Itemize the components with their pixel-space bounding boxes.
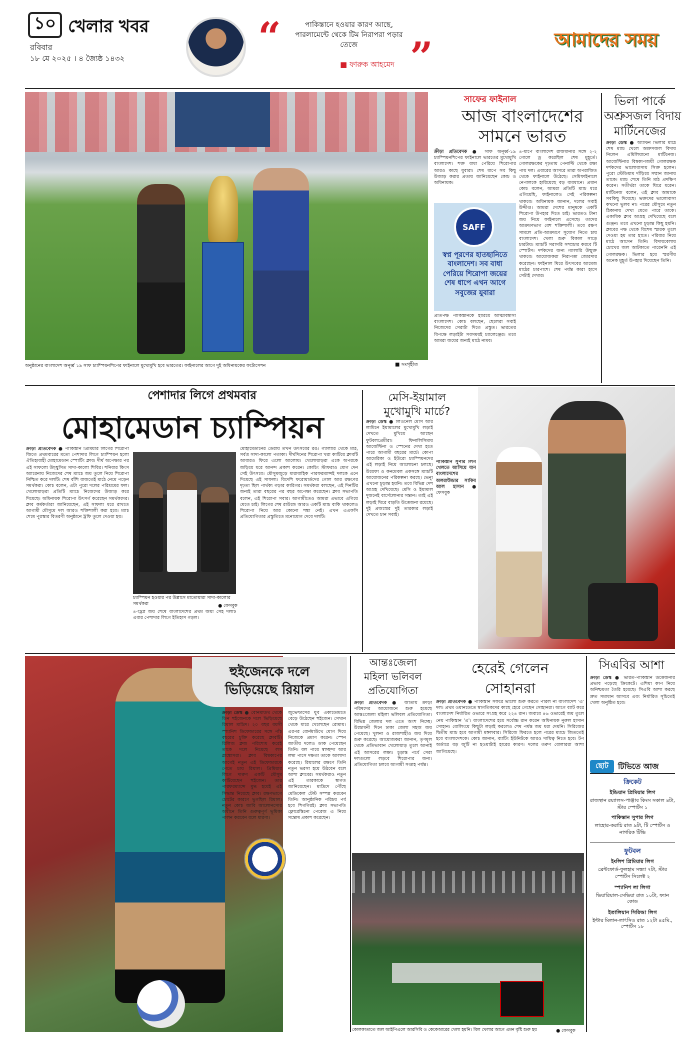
saff-headline-2: সামনে ভারত (478, 127, 567, 147)
women-headline-1: আন্তঃজেলা (369, 658, 417, 669)
saff-villa-divider (601, 93, 602, 383)
messi-body-col-1: ক্রীড়া ডেস্ক ● লিওনেল মেসি আর লামিনে ইয়ামালের মুখোমুখি লড়াই দেখতে মুখিয়ে আছেন ফুটবলপ্রেমীরা। ফিনালিসিমায় আর্জেন্টিনা ও স্পেনের দেখা হতে পারে আগামী বছরের মার্চে। কোপা আমেরিকা ও ইউরো চ্যাম্পিয়নদের এই লড়াই নিয়ে আলোচনা চলছে। উয়েফা ও কনমেবল একসঙ্গে ম্যাচটি আয়োজনের পরিকল্পনা করছে। ভেন্যু এখনো চূড়ান্ত হয়নি। তবে বিভিন্ন দেশ আগ্রহ দেখিয়েছে। মেসি ও ইয়ামাল দুজনেই বার্সেলোনার সন্তান। তাই এই লড়াই ঘিরে বাড়তি উত্তেজনা রয়েছে। দুই প্রজন্মের দুই তারকার লড়াই দেখতে চান সবাই। (366, 420, 433, 519)
villa-body: ক্রীড়া ডেস্ক ● অ্যাস্টন ভিলার মাঠে শেষ ম্যাচ খেলে অশ্রুসজল বিদায় নিলেন এমিলিয়ানো মার্টিনেজ। আর্জেন্টিনার বিশ্বকাপজয়ী গোলরক্ষক দর্শকদের ভালোবাসায় সিক্ত হলেন। পুরো স্টেডিয়াম দাঁড়িয়ে সম্মান জানায় তাকে। ম্যাচ শেষে তিনি মাঠ প্রদক্ষিণ করেন। সতীর্থরা তাকে ঘিরে ধরেন। মার্টিনেজ বলেন, এই ক্লাব আমাকে সবকিছু দিয়েছে। ভক্তদের ভালোবাসা কখনো ভুলব না। পরের মৌসুমে নতুন ঠিকানায় দেখা যেতে পারে তাকে। একাধিক ক্লাব আগ্রহ দেখিয়েছে বলে গুঞ্জন। তবে এখনো চূড়ান্ত কিছু হয়নি। ক্লাবের পক্ষ থেকে বিশেষ স্মারক তুলে দেওয়া হয় তার হাতে। পরিবার নিয়ে মাঠে আসেন তিনি। বিদায়বেলায় চোখের জল আটকাতে পারেননি এই গোলরক্ষক। ভিলার হয়ে স্মরণীয় অনেক মুহূর্ত উপহার দিয়েছেন তিনি। (606, 141, 676, 264)
schedule-list (590, 777, 675, 1032)
saff-body-col-2: ৪-ধাপে বাংলাদেশ রাজধানীর সঙ্গে ২-২ গোলে ড্র করেছিল শেষ মুহূর্তে। গোলরক্ষকের দৃঢ়তায় পেনাল্টি থেকে রক্ষা পায় দল। এবারের আসরে তারা অপরাজিত থেকে ফাইনালে উঠেছে। সেমিফাইনালে নেপালকে হারিয়েছে বড় ব্যবধানে। প্রধান কোচ বলেন, আমরা প্রতিটি ম্যাচ ধরে এগিয়েছি, ফাইনালেও সেই পরিকল্পনা থাকবে। অধিনায়ক জানান, দলের সবাই উদ্দীপ্ত। আমরা দেশের মানুষকে একটি শিরোপা উপহার দিতে চাই। ভারতও টানা জয় নিয়ে ফাইনালে এসেছে। তাদের আক্রমণভাগ বেশ শক্তিশালী। তবে রক্ষণ সামলে প্রতি-আক্রমণে সুযোগ নিতে চায় বাংলাদেশ। খেলা শুরু বিকাল সাড়ে চারটায়। ম্যাচটি সরাসরি সম্প্রচার করবে টি স্পোর্টস। দর্শকদের জন্য গ্যালারি উন্মুক্ত থাকবে। আয়োজকরা নিরাপত্তা জোরদার করেছেন। ফাইনাল ঘিরে উৎসবের আমেজ মাঠের চারপাশে। শেষ পর্যন্ত কারা হাসে সেটাই দেখার। (519, 150, 597, 280)
saff-highlight-text: স্বপ্ন পূরণের হাতছানিতে বাংলাদেশ। সব বাধা পেরিয়ে শিরোপা জয়ের শেষ ধাপে এখন আগে সবুজের যুবারা (442, 251, 508, 297)
date-label: ১৮ মে ২০২৫ । ৪ জ্যৈষ্ঠ ১৪৩২ (30, 54, 125, 63)
mohammedan-photo (133, 452, 236, 594)
author-photo (186, 17, 246, 77)
messi-headline-1: মেসি-ইয়ামাল (388, 391, 446, 404)
huijsen-player (115, 668, 225, 1003)
schedule-event: স্প্যানিশ লা লিগা (614, 884, 651, 891)
women-headline-3: প্রতিযোগিতা (367, 686, 419, 697)
page-number-box (28, 12, 62, 38)
quote-author: ■ ফারুক আহমেদ (340, 60, 395, 69)
real-madrid-crest (244, 838, 286, 880)
cbl-headline: সিএবির আশা (598, 658, 665, 672)
saff-body-col-1b: প্রতিপক্ষ পাকিস্তানকে হারিয়ে আত্মবিশ্বাসী বাংলাদেশ। কোচ বলছেন, ছেলেরা সবাই নিজেদের সেরাটা দিতে প্রস্তুত। ভারতের বিপক্ষে লড়াইটা সবসময়ই চ্যালেঞ্জের। তবে আমরা জয়ের জন্যই মাঠে নামব। (434, 314, 516, 344)
sohana-byline: ক্রীড়া প্রতিবেদক ● (436, 700, 473, 705)
shakib-photo (478, 387, 675, 649)
sohana-body: ক্রীড়া প্রতিবেদক ● পাকিস্তান সফরে ভালো শুরু করতে পারল না বাংলাদেশ 'এ' দল। প্রথম ওয়ানডেতে স্বাগতিকদের কাছে হেরে গেছেন সোহানরা। আগে ব্যাট করে বাংলাদেশ নির্ধারিত ওভারে সংগ্রহ করে ২২৪ রান। জবাবে ৪৬ ওভারেই জয় তুলে নেয় পাকিস্তান 'এ'। বাংলাদেশের হয়ে সর্বোচ্চ রান করেন অধিনায়ক নুরুল হাসান সোহান। বোলিংয়ে কিছুটা লড়াই করলেও শেষ পর্যন্ত জয় ধরা দেয়নি। সিরিজের দ্বিতীয় ম্যাচ হবে আগামী মঙ্গলবার। সিরিজে ফিরতে হলে পরের ম্যাচে জিততেই হবে বাংলাদেশকে। কোচ জানান, ব্যাটিং ইউনিটকে আরও দায়িত্ব নিতে হবে। টপ অর্ডারে বড় জুটি না হওয়াটাই হারের কারণ। দলের তরুণ বোলাররা আশা জাগিয়েছে। (436, 700, 584, 755)
saff-headline-1: আজ বাংলাদেশের (461, 107, 584, 127)
cbl-body: ক্রীড়া ডেস্ক ● ভারত-পাকিস্তান উত্তেজনার প্রভাব পড়েছে ক্রিকেটে। এশিয়া কাপ নিয়ে অনিশ্চয়তা তৈরি হয়েছে। সিএবি আশা করছে দ্রুত সমাধান আসবে এবং নির্ধারিত সূচিতেই খেলা অনুষ্ঠিত হবে। (590, 676, 675, 706)
sohana-photo-caption: কোলকাতাতে জল আইপিএলে আরসিবি ও কেকেআরের খেলা হয়নি। বিল খেলার আগে এমন বৃষ্টি শুরু হয় (352, 1028, 537, 1033)
schedule-event: পাকিস্তান সুপার লিগ (611, 815, 654, 822)
villa-byline: ক্রীড়া ডেস্ক ● (606, 141, 635, 146)
mohammedan-body-col-1: ক্রীড়া প্রতিবেদক ● পাকিস্তান প্রিমিয়ার লিগের শিরোপা জিতে প্রথমবারের মতো পেশাদার লিগে চ্যাম্পিয়ন হলো ঐতিহ্যবাহী মোহামেডান স্পোর্টিং ক্লাব। দীর্ঘ অপেক্ষার পর এই সাফল্যে উচ্ছ্বসিত সাদা-কালো শিবির। শনিবার কিংস অ্যারেনায় নিজেদের শেষ ম্যাচে জয় তুলে নিয়ে শিরোপা নিশ্চিত করে দলটি। শেষ বাঁশি বাজতেই মাঠে নেমে পড়েন সমর্থকরা। কোচ বলেন, এটা পুরো দলের পরিশ্রমের ফল। খেলোয়াড়রা প্রতিটি ম্যাচে নিজেদের উজাড় করে দিয়েছে। অধিনায়ক শিরোপা উৎসর্গ করেছেন সমর্থকদের। ক্লাব কর্মকর্তারা জানিয়েছেন, এই সাফল্য ধরে রাখতে আগামী মৌসুমে দল আরও শক্তিশালী করা হবে। ম্যাচ শেষে পুরস্কার বিতরণী অনুষ্ঠানে ট্রফি তুলে দেওয়া হয়। (26, 447, 129, 521)
day-label: রবিবার (30, 43, 53, 52)
messi-photo-caption-col (436, 460, 476, 620)
mohammedan-kicker: পেশাদার লিগে প্রথমবার (90, 387, 314, 406)
sohana-headline-2: সোহানরা (484, 681, 536, 697)
row1-bottom-rule (25, 385, 675, 386)
header-rule (25, 88, 675, 89)
women-body: ক্রীড়া প্রতিবেদক ● জাতীয় ক্রীড়া পরিষদের আয়োজনে শুরু হয়েছে আন্তঃজেলা মহিলা ভলিবল প্রতিযোগিতা। বিভিন্ন জেলার দল এতে অংশ নিচ্ছে। উদ্বোধনী দিনে ঢাকা জেলা সহজ জয় পেয়েছে। খুলনা ও রাজশাহীও জয় দিয়ে শুরু করেছে। আয়োজকরা জানান, তৃণমূল থেকে প্রতিভাবান খেলোয়াড় তুলে আনাই এই আসরের লক্ষ্য। চূড়ান্ত পর্বে সেরা দলগুলো লড়বে শিরোপার জন্য। প্রতিযোগিতা চলবে আগামী সপ্তাহ পর্যন্ত। (354, 701, 432, 769)
huijsen-women-divider (350, 656, 351, 1032)
schedule-detail: লাহোর-করাচি রাত ৯টা, টি স্পোর্টস ও নাগরিক টিভি (594, 823, 671, 836)
schedule-event: ইংলিশ প্রিমিয়ার লিগ (611, 859, 654, 866)
schedule-event: ইন্ডিয়ান প্রিমিয়ার লিগ (609, 790, 656, 796)
women-headline-2: মহিলা ভলিবল (364, 672, 422, 683)
mohammedan-fan-1 (139, 482, 163, 572)
mohammedan-messi-divider (362, 390, 363, 652)
messi-photo-credit: ● ফেসবুক (436, 484, 476, 497)
stadium-rain-photo (352, 853, 584, 1025)
mohammedan-headline: মোহামেডান চ্যাম্পিয়ন (61, 411, 324, 446)
schedule-event: ইতালিয়ান সিরিআ লিগ (608, 909, 657, 916)
schedule-header (590, 760, 675, 774)
quote-close-mark: ” (410, 34, 434, 81)
schedule-detail: রাজস্থান রয়্যালস-পাঞ্জাব কিংস সকাল ৪টা, স্টার স্পোর্টস ১ (590, 798, 675, 811)
pitch-covers (392, 963, 542, 983)
masthead-logo (536, 26, 676, 58)
villa-headline-1: ভিলা পার্কে (614, 94, 666, 108)
saff-logo-text: SAFF (462, 222, 486, 232)
main-photo (25, 92, 428, 360)
messi-byline: ক্রীড়া ডেস্ক ● (366, 420, 394, 425)
player-right (253, 168, 309, 354)
mohammedan-photo-caption: চ্যাম্পিয়ন হওয়ার পর উল্লাসে মাতোয়ারা সাদা-কালোর সমর্থকরা (133, 596, 231, 607)
stadium-screen (175, 92, 270, 147)
football (137, 980, 185, 1028)
schedule-detail: ভিয়ারিয়াল-সেভিয়া রাত ১০টা, ফ্যান কোড (595, 892, 670, 906)
saff-byline: ক্রীড়া প্রতিবেদক ● (434, 150, 480, 155)
saff-highlight-box (434, 203, 516, 311)
trophy-pedestal (202, 242, 244, 352)
mohammedan-photo-credit: ● ফেসবুক (218, 604, 238, 609)
mohammedan-fan-2 (167, 472, 197, 572)
row2-bottom-rule (25, 653, 675, 654)
section-title: খেলার খবর (68, 17, 149, 37)
messi-headline-2: মুখোমুখি মার্চে? (383, 405, 451, 418)
quote-open-mark: “ (258, 14, 282, 61)
schedule-title: টিভিতে আজ (618, 762, 659, 771)
schedule-detail: ব্রেন্টফোর্ড-ফুলহাম সন্ধ্যা ৭টা, স্টার স্পোর্টস সিলেক্ট ২ (597, 867, 668, 880)
huijsen-body-col-1: ক্রীড়া ডেস্ক ● বোর্নমাউথ থেকে ডিন হুইজেনকে দলে ভিড়িয়েছে রিয়াল মাদ্রিদ। ২০ বছর বয়সী স্প্যানিশ ডিফেন্ডারের সঙ্গে পাঁচ বছরের চুক্তি করেছে ক্লাবটি। রিলিজ ক্লজ পরিশোধ করেই তাকে দলে নিয়েছে লস ব্লাঙ্কোসরা। ক্লাব বিশ্বকাপের আগেই নতুন এই ডিফেন্ডারকে পেতে চায় রিয়াল। প্রিমিয়ার লিগে দারুণ একটি মৌসুম কাটিয়েছেন হুইজেন। তার পারফরম্যান্সে মুগ্ধ হয়েই এই সিদ্ধান্ত নিয়েছে ক্লাব। রক্ষণভাগে চোটের কারণে ভুগছিল রিয়াল। নতুন কোচ জাবি আলোনসোর অধীনে তিনি গুরুত্বপূর্ণ ভূমিকা পালন করবেন বলে ধারণা। (222, 711, 282, 822)
cbl-byline: ক্রীড়া ডেস্ক ● (590, 676, 621, 681)
mohammedan-fan-3 (201, 487, 229, 572)
schedule-sport-football: ফুটবল (590, 842, 675, 857)
villa-headline-2: অশ্রুসজল বিদায় (604, 109, 682, 123)
mohammedan-body-col-2: ৪-ট্রিপ্ল জয় শেষে বাংলাদেশের প্রথম জয়ী সেই দলটি এবার পেশাদার লিগে ইতিহাস গড়ল। (133, 610, 236, 622)
women-byline: ক্রীড়া প্রতিবেদক ● (354, 701, 400, 706)
sohana-photo-credit: ● ফেসবুক (556, 1029, 576, 1034)
messi-photo-caption: পাকিস্তান সুপার লিগ খেলতে আসিয়ে যান বাংলাদেশের অলরাউন্ডার সাকিব আল হাসান (436, 460, 476, 490)
huijsen-headline-2: ভিড়িয়েছে রিয়াল (225, 683, 314, 698)
sohana-headline-1: হেরেই গেলেন (471, 661, 549, 677)
villa-headline-3: মার্টিনেজের (614, 124, 666, 138)
luggage (588, 583, 658, 641)
mohammedan-body-col-3: মোহামেডানের ডেরায় তখন উৎসবের রঙ। গ্যালারি থেকে মাঠ, সর্বত্র সাদা-কালো পতাকা। দীর্ঘদিনের শিরোপা খরা কাটিয়ে ক্লাবটি আবারও ফিরে এলো আলোয়। খেলোয়াড়রা একে অপরকে জড়িয়ে ধরে আনন্দ প্রকাশ করেন। কোচিং স্টাফরাও যোগ দেন সেই উৎসবে। মৌসুমজুড়ে ধারাবাহিক পারফরম্যান্সই দলকে এনে দিয়েছে এই সাফল্য। বিদেশি ফরোয়ার্ডদের গোল আর রক্ষণের দৃঢ়তা ছিল পার্থক্য গড়ার কারিগর। সমর্থকরা বলছেন, এই দিনটির জন্যই তারা বছরের পর বছর অপেক্ষা করেছেন। ক্লাব সভাপতি বলেন, এই শিরোপা সবার। আগামীতেও আমরা এভাবে এগিয়ে যেতে চাই। লিগের শেষ রাউন্ডে আরও একটি ম্যাচ বাকি থাকলেও শিরোপা নিয়ে আর কোনো শঙ্কা নেই। এখন এএফসি প্রতিযোগিতার প্রস্তুতিতে মনোযোগ দেবে দলটি। (240, 447, 358, 521)
mohammedan-byline: ক্রীড়া প্রতিবেদক ● (26, 447, 63, 452)
saff-body-col-1: ক্রীড়া প্রতিবেদক ● সাফ অনূর্ধ্ব-১৯ চ্যাম্পিয়নশিপের ফাইনালে ভারতের মুখোমুখি বাংলাদেশ। শক্ত বাধা পেরিয়ে শিরোপার আরও কাছে যুবারা। শেষ ধাপে সব কিছু উজাড় করার প্রত্যয় জানিয়েছেন কোচ ও অধিনায়ক। (434, 150, 516, 187)
sohana-cbl-divider (586, 656, 587, 1032)
stadium-lights (352, 871, 584, 893)
schedule-sport-cricket: ক্রিকেট (623, 778, 642, 786)
masthead-text: আমাদের সময় (554, 29, 658, 51)
trophy (208, 176, 238, 242)
saff-kicker: সাফের ফাইনাল (464, 95, 517, 105)
schedule-tag: ছোট (590, 760, 614, 773)
main-photo-credit: ■ সংগৃহীত (395, 362, 418, 368)
other-player-figure (496, 447, 542, 637)
huijsen-body-col-2: জুভেন্টাসের যুব একাডেমিতে বেড়ে উঠেছেন হুইজেন। সেখান থেকে ধারে খেলেছেন রোমায়। এরপর বোর্নমাউথে যোগ দিয়ে নিজেকে প্রমাণ করেন। স্পেন জাতীয় দলেও ডাক পেয়েছেন তিনি। বল পায়ে স্বাচ্ছন্দ্য আর লম্বা পাসে দক্ষতা তাকে আলাদা করেছে। রিয়ালের রক্ষণে তিনি নতুন ভরসা হয়ে উঠবেন বলে আশা ক্লাবের। সমর্থকরাও নতুন এই তারকাকে স্বাগত জানিয়েছেন। মাদ্রিদে পৌঁছে মেডিকেল টেস্ট সম্পন্ন করবেন তিনি। আনুষ্ঠানিক পরিচয় পর্ব হবে শিগগিরই। ক্লাব সভাপতি ফ্লোরেন্তিনো পেরেজ এ নিয়ে সন্তোষ প্রকাশ করেছেন। (288, 711, 346, 822)
huijsen-headline-box (192, 657, 347, 707)
huijsen-byline: ক্রীড়া ডেস্ক ● (222, 711, 250, 716)
player-left (137, 184, 185, 354)
main-photo-caption: অনুষ্ঠানের বাংলাদেশ অনূর্ধ্ব ১৯ সাফ চ্যাম্পিয়নশিপের ফাইনালে মুখোমুখি হবে ভারতের। ফাইনালের আগে দুই অধিনায়কের ফটোসেশন (25, 364, 266, 369)
huijsen-headline-1: হুইজেনকে দলে (229, 665, 310, 680)
quote-text: পাকিস্তানে হওয়ার কারণ আছে, পারলামেন্টে থেকে টিম নিরাপরা পড়ার তেজে (295, 20, 403, 49)
page-number: ১০ (33, 14, 57, 34)
saff-logo (454, 207, 494, 247)
page-header (0, 0, 700, 88)
schedule-detail: ইন্টার মিলান-লাৎসিও রাত ১২টা ৪৫মি., স্পোর্টস ১৮ (592, 917, 673, 931)
ad-board (500, 981, 544, 1017)
